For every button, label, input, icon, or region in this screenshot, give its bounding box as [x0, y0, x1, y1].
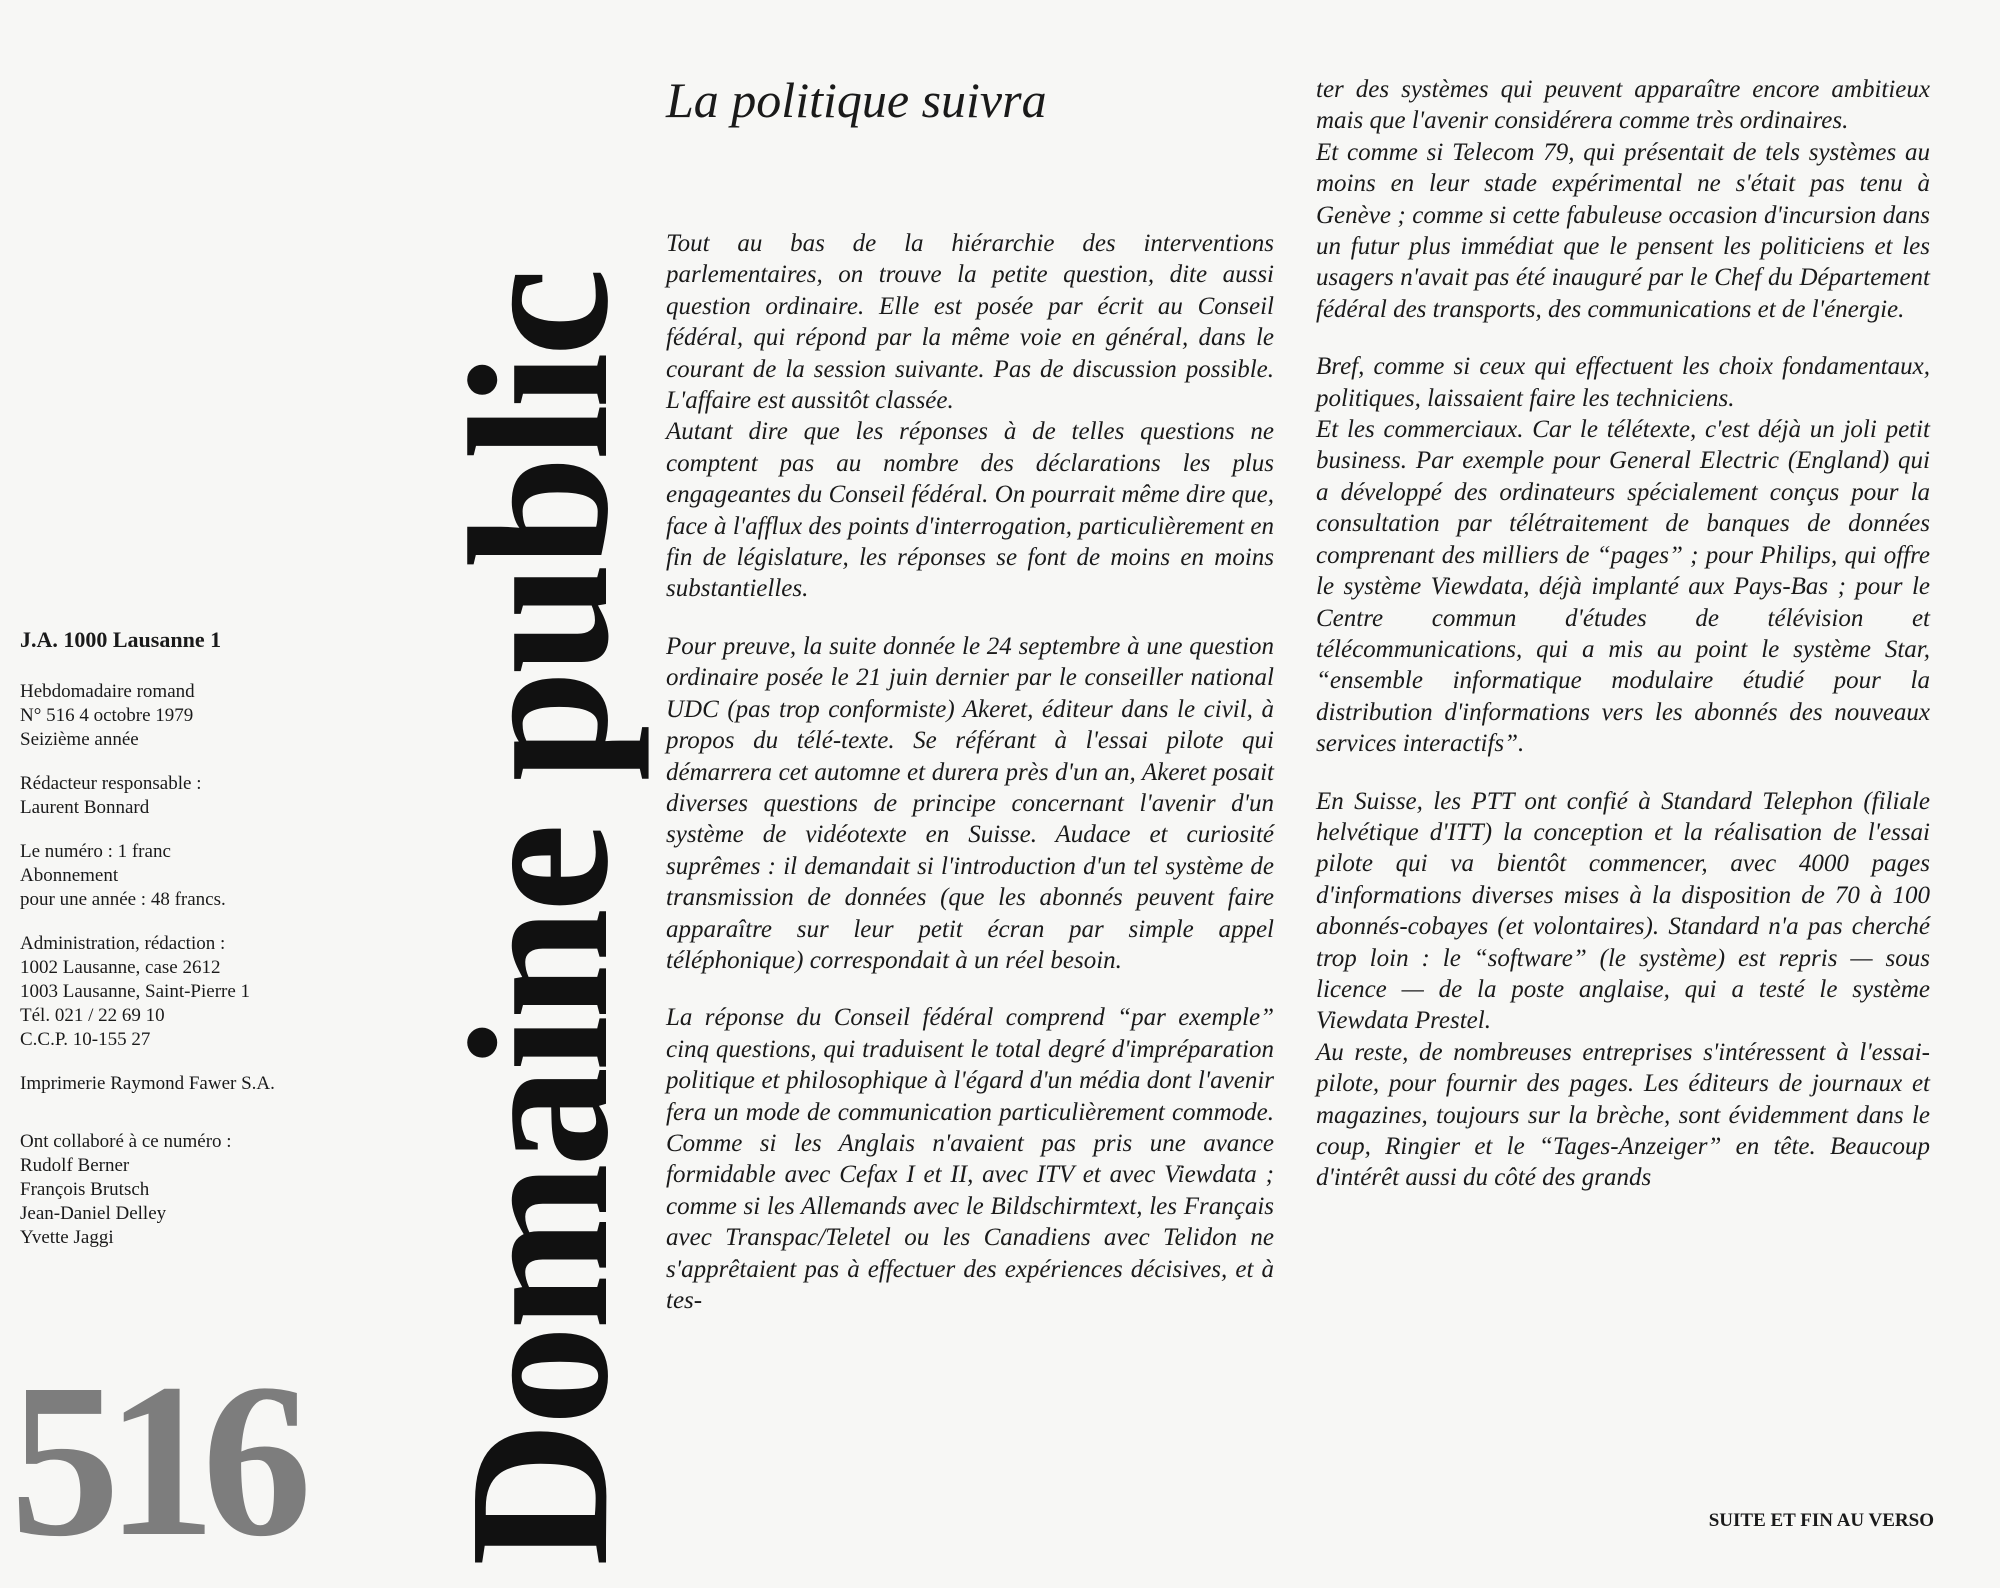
publication-info	[20, 680, 350, 752]
article-column-1	[666, 228, 1274, 1316]
article-paragraph: Et les commerciaux. Car le télétexte, c'est déjà un joli petit business. Par exemple pour General Electric (England) qui a développé des ordinateurs spécialement conçus pour la consultation par télétraitement de banques de données comprenant des milliers de “pages” ; pour Philips, qui offre le système Viewdata, déjà implanté aux Pays-Bas ; pour le Centre commun d'études de télévision et télécommunications, qui a mis au point le système Star, “ensemble informatique modulaire étudié pour la distribution d'informations vers les abonnés des nouveaux services interactifs”.	[1316, 416, 1930, 758]
administration-line: Administration, rédaction :	[20, 933, 226, 954]
contributors-line: François Brutsch	[20, 1179, 150, 1200]
editor-info	[20, 772, 350, 820]
price-info	[20, 840, 350, 912]
article-paragraph: Bref, comme si ceux qui effectuent les choix fondamentaux, politiques, laissaient faire les techniciens.	[1316, 353, 1930, 412]
administration-line: 1003 Lausanne, Saint-Pierre 1	[20, 981, 251, 1002]
contributors-line: Ont collaboré à ce numéro :	[20, 1131, 232, 1152]
publication-line: N° 516 4 octobre 1979	[20, 705, 194, 726]
printer-info	[20, 1072, 350, 1096]
printer-line: Imprimerie Raymond Fawer S.A.	[20, 1073, 275, 1094]
price-line: pour une année : 48 francs.	[20, 889, 226, 910]
masthead-info	[20, 628, 350, 1270]
contributors-line: Rudolf Berner	[20, 1155, 130, 1176]
article-paragraph: ter des systèmes qui peuvent apparaître encore ambitieux mais que l'avenir considérera comme très ordinaires.	[1316, 76, 1930, 135]
contributors-line: Jean-Daniel Delley	[20, 1203, 167, 1224]
administration-info	[20, 932, 350, 1052]
article-column-2	[1316, 74, 1930, 1194]
article-paragraph: Et comme si Telecom 79, qui présentait de tels systèmes au moins en leur stade expérimental ne s'était pas tenu à Genève ; comme si cette fabuleuse occasion d'incursion dans un futur plus immédiat que le pensent les politiciens et les usagers n'avait pas été inauguré par le Chef du Département fédéral des transports, des communications et de l'énergie.	[1316, 138, 1930, 323]
article-paragraph: Tout au bas de la hiérarchie des interventions parlementaires, on trouve la petite question, dite aussi question ordinaire. Elle est posée par écrit au Conseil fédéral, qui répond par la même voie en général, dans le courant de la session suivante. Pas de discussion possible. L'affaire est aussitôt classée.	[666, 230, 1274, 415]
price-line: Abonnement	[20, 865, 119, 886]
article-paragraph: En Suisse, les PTT ont confié à Standard Telephon (filiale helvétique d'ITT) la conception et la réalisation de l'essai pilote qui va bientôt commencer, avec 4000 pages d'informations diverses mises à la disposition de 70 à 100 abonnés-cobayes (et volontaires). Standard n'a pas cherché trop loin : le “software” (le système) est repris — sous licence — de la poste anglaise, qui a testé le système Viewdata Prestel.	[1316, 787, 1930, 1035]
article-paragraph: Pour preuve, la suite donnée le 24 septembre à une question ordinaire posée le 21 juin dernier par le conseiller national UDC (pas trop conformiste) Akeret, éditeur dans le civil, à propos du télé-texte. Se référant à l'essai pilote qui démarrera cet automne et durera près d'un an, Akeret posait diverses questions de principe concernant l'avenir d'un système de vidéotexte en Suisse. Audace et curiosité suprêmes : il demandait si l'introduction d'un tel système de transmission de données (que les abonnés peuvent faire apparaître sur leur petit écran par simple appel téléphonique) correspondait à un réel besoin.	[666, 632, 1274, 974]
publication-line: Seizième année	[20, 729, 139, 750]
article-paragraph: Au reste, de nombreuses entreprises s'intéressent à l'essai-pilote, pour fournir des pages. Les éditeurs de journaux et magazines, toujours sur la brèche, sont évidemment dans le coup, Ringier et le “Tages-Anzeiger” en tête. Beaucoup d'intérêt aussi du côté des grands	[1316, 1038, 1930, 1192]
article-headline: La politique suivra	[666, 72, 1047, 128]
editor-line: Laurent Bonnard	[20, 797, 150, 818]
article-paragraph: La réponse du Conseil fédéral comprend “par exemple” cinq questions, qui traduisent le total degré d'impréparation politique et philosophique à l'égard d'un média dont l'avenir fera un mode de communication particulièrement commode. Comme si les Anglais n'avaient pas pris une avance formidable avec Cefax I et II, avec ITV et avec Viewdata ; comme si les Allemands avec le Bildschirmtext, les Français avec Transpac/Teletel ou les Canadiens avec Telidon ne s'apprêtaient pas à effectuer des expériences décisives, et à tes-	[666, 1004, 1274, 1314]
newspaper-title: Domaine public	[429, 271, 650, 1566]
issue-number: 516	[10, 1338, 298, 1582]
price-line: Le numéro : 1 franc	[20, 841, 171, 862]
ja-line: J.A. 1000 Lausanne 1	[20, 627, 222, 652]
contributors-line: Yvette Jaggi	[20, 1227, 114, 1248]
administration-line: 1002 Lausanne, case 2612	[20, 957, 221, 978]
administration-line: C.C.P. 10-155 27	[20, 1029, 151, 1050]
administration-line: Tél. 021 / 22 69 10	[20, 1005, 165, 1026]
publication-line: Hebdomadaire romand	[20, 681, 195, 702]
contributors-info	[20, 1130, 350, 1250]
continued-notice: SUITE ET FIN AU VERSO	[1708, 1510, 1934, 1531]
editor-line: Rédacteur responsable :	[20, 773, 202, 794]
article-paragraph: Autant dire que les réponses à de telles questions ne comptent pas au nombre des déclarations les plus engageantes du Conseil fédéral. On pourrait même dire que, face à l'afflux des points d'interrogation, particulièrement en fin de législature, les réponses se font de moins en moins substantielles.	[666, 418, 1274, 603]
